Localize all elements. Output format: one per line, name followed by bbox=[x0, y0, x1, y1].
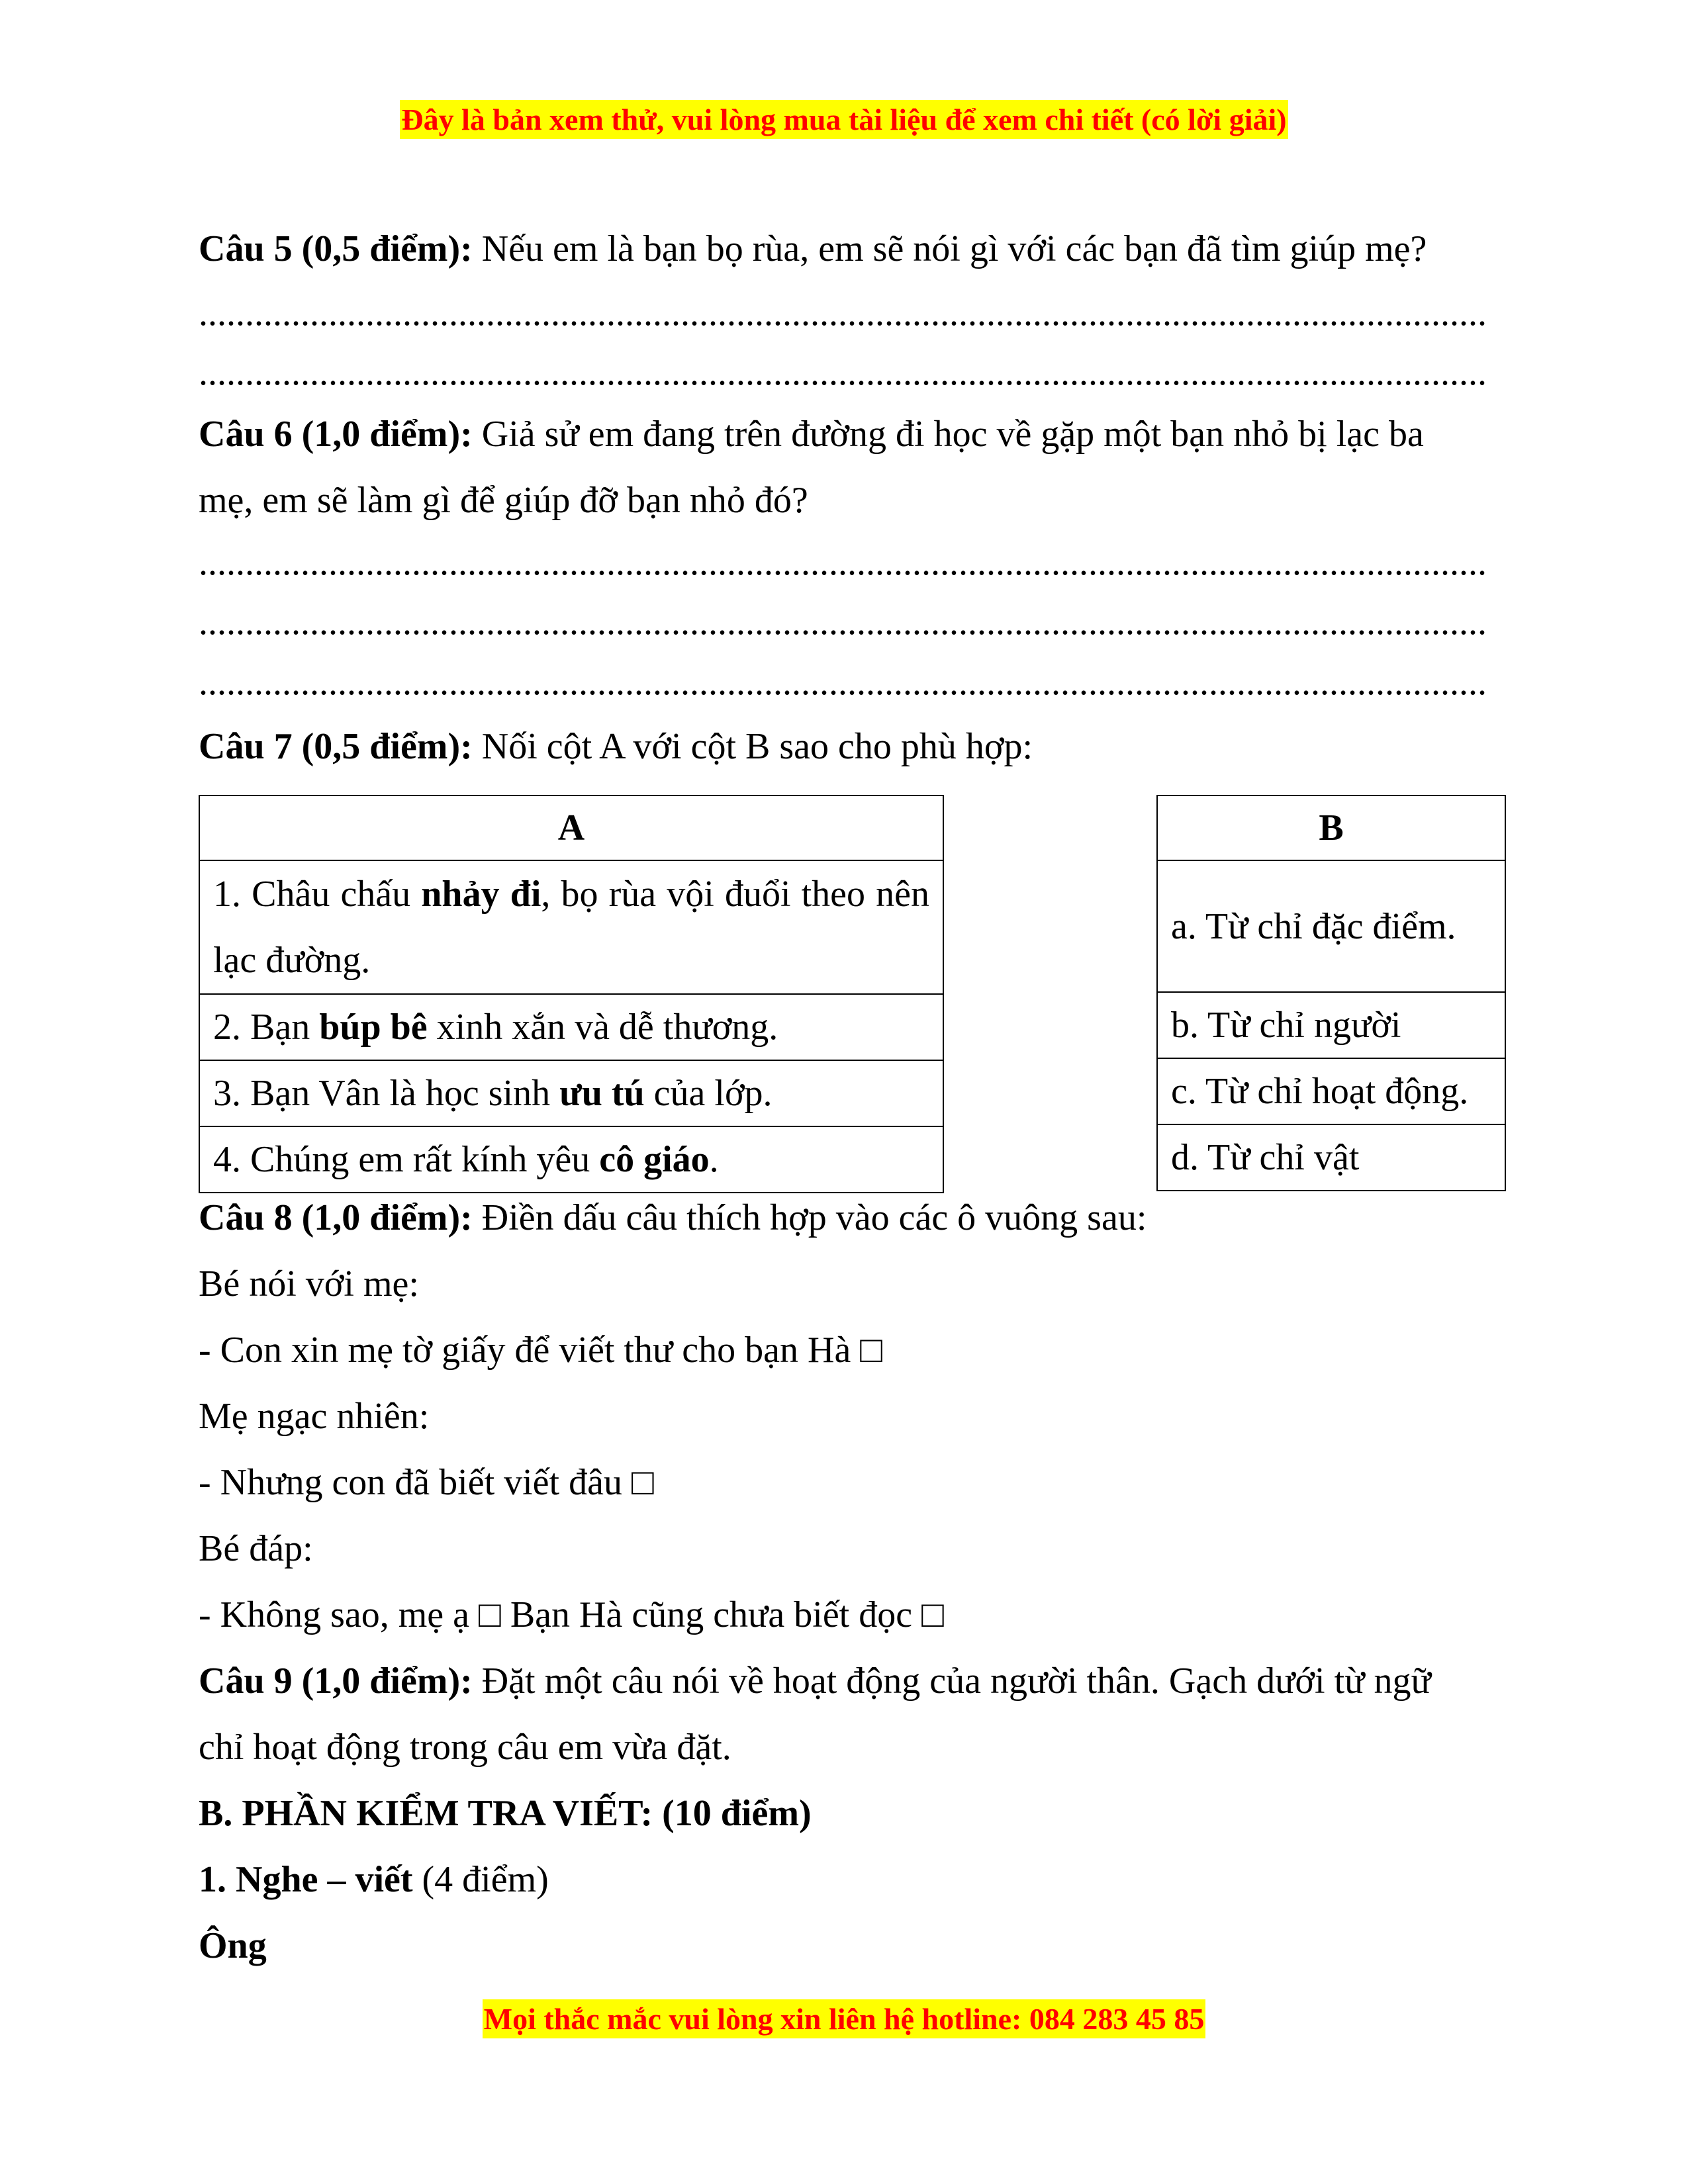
section-heading: B. PHẦN KIỂM TRA VIẾT: (10 điểm) bbox=[199, 1793, 812, 1834]
dialogue-line: - Không sao, mẹ ạ □ Bạn Hà cũng chưa biết đọc □ bbox=[199, 1594, 944, 1635]
preview-notice-banner: Đây là bản xem thử, vui lòng mua tài liệu để xem chi tiết (có lời giải) bbox=[0, 105, 1688, 135]
question-6: Câu 6 (1,0 điểm): Giả sử em đang trên đường đi học về gặp một bạn nhỏ bị lạc ba bbox=[199, 414, 1424, 455]
column-b-header: B bbox=[1157, 796, 1505, 860]
column-a-item: 2. Bạn búp bê xinh xắn và dễ thương. bbox=[199, 994, 943, 1060]
dialogue-line: Mẹ ngạc nhiên: bbox=[199, 1396, 430, 1437]
column-a-table bbox=[199, 795, 944, 1193]
poem-title: Ông bbox=[199, 1925, 267, 1966]
answer-line: ........................................................................................................................................... bbox=[199, 664, 1487, 703]
column-a-item: 4. Chúng em rất kính yêu cô giáo. bbox=[199, 1126, 943, 1193]
column-b-table bbox=[1156, 795, 1506, 1191]
column-a-item: 1. Châu chấu nhảy đi, bọ rùa vội đuổi theo nên lạc đường. bbox=[199, 860, 943, 994]
dialogue-line: Bé đáp: bbox=[199, 1528, 313, 1569]
dialogue-line: - Con xin mẹ tờ giấy để viết thư cho bạn Hà □ bbox=[199, 1330, 883, 1371]
question-8: Câu 8 (1,0 điểm): Điền dấu câu thích hợp vào các ô vuông sau: bbox=[199, 1197, 1147, 1238]
answer-line: ........................................................................................................................................... bbox=[199, 354, 1487, 393]
dialogue-line: Bé nói với mẹ: bbox=[199, 1263, 419, 1304]
column-b-item: c. Từ chỉ hoạt động. bbox=[1157, 1058, 1505, 1124]
answer-line: ........................................................................................................................................... bbox=[199, 604, 1487, 643]
answer-line: ........................................................................................................................................... bbox=[199, 544, 1487, 583]
dialogue-line: - Nhưng con đã biết viết đâu □ bbox=[199, 1462, 654, 1503]
column-b-item: b. Từ chỉ người bbox=[1157, 992, 1505, 1058]
question-9: Câu 9 (1,0 điểm): Đặt một câu nói về hoạt động của người thân. Gạch dưới từ ngữ bbox=[199, 1661, 1431, 1702]
column-a-header: A bbox=[199, 796, 943, 860]
column-a-item: 3. Bạn Vân là học sinh ưu tú của lớp. bbox=[199, 1060, 943, 1126]
question-7: Câu 7 (0,5 điểm): Nối cột A với cột B sao cho phù hợp: bbox=[199, 726, 1033, 767]
column-b-item: d. Từ chỉ vật bbox=[1157, 1124, 1505, 1191]
column-b-item: a. Từ chỉ đặc điểm. bbox=[1157, 860, 1505, 992]
question-9-continued: chỉ hoạt động trong câu em vừa đặt. bbox=[199, 1727, 731, 1768]
part-1-heading: 1. Nghe – viết (4 điểm) bbox=[199, 1859, 549, 1900]
answer-line: ........................................................................................................................................... bbox=[199, 295, 1487, 334]
hotline-banner: Mọi thắc mắc vui lòng xin liên hệ hotline: 084 283 45 85 bbox=[0, 2004, 1688, 2034]
question-5: Câu 5 (0,5 điểm): Nếu em là bạn bọ rùa, em sẽ nói gì với các bạn đã tìm giúp mẹ? bbox=[199, 228, 1427, 269]
question-6-continued: mẹ, em sẽ làm gì để giúp đỡ bạn nhỏ đó? bbox=[199, 480, 808, 521]
